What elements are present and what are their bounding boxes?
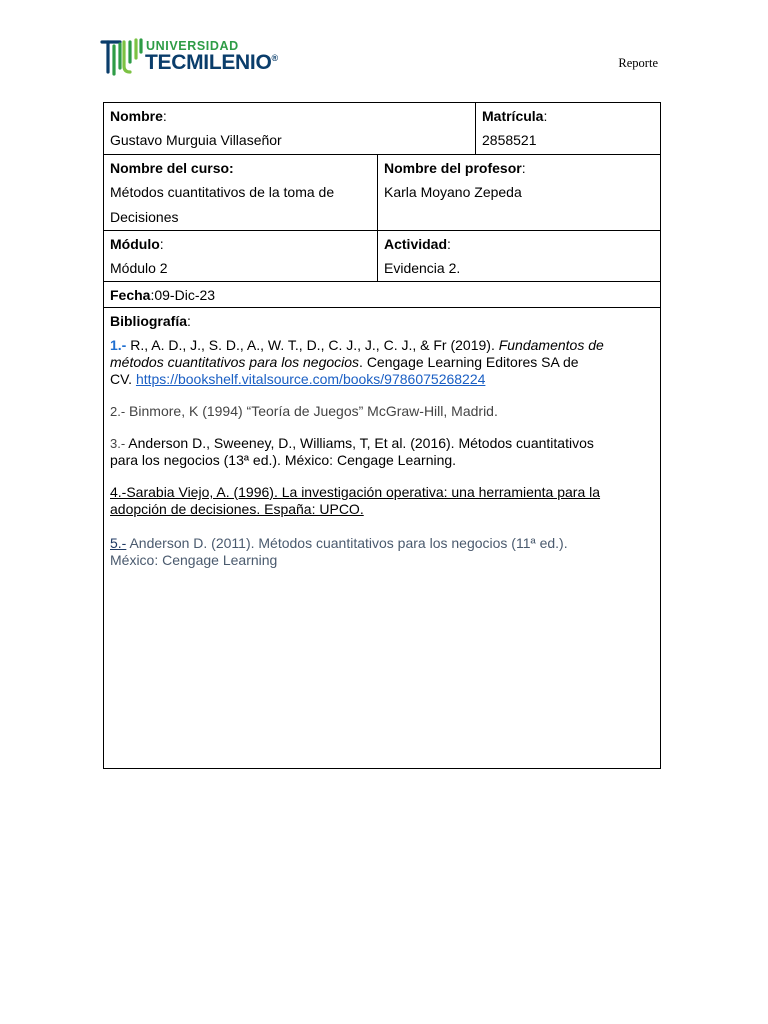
- cell-matricula: [475, 103, 660, 154]
- bib-entry-5: 5.- Anderson D. (2011). Métodos cuantitativos para los negocios (11ª ed.). México: Cengage Learning: [110, 535, 568, 568]
- row-module: [104, 231, 660, 282]
- university-logo: [100, 36, 300, 80]
- cell-date: [104, 282, 660, 307]
- bibliography-section: [104, 308, 660, 768]
- bib-entry-1: 1.- R., A. D., J., S. D., A., W. T., D., C. J., J., C. J., & Fr (2019). Fundamentos de métodos cuantitativos para los negocios. Cengage Learning Editores SA de CV. https://bookshelf.vitalsource.com/books/9786075268224: [110, 337, 604, 387]
- matricula-label: Matrícula:: [482, 108, 548, 124]
- report-label: Reporte: [618, 56, 658, 70]
- row-course: [104, 155, 660, 231]
- cell-name: [104, 103, 475, 154]
- cell-module: [104, 231, 377, 281]
- professor-label: Nombre del profesor:: [384, 160, 526, 176]
- cover-form-table: [103, 102, 661, 769]
- row-name: [104, 103, 660, 155]
- cell-activity: [377, 231, 660, 281]
- course-label: Nombre del curso:: [110, 160, 234, 176]
- date-field: Fecha:09-Dic-23: [110, 287, 216, 303]
- name-value: Gustavo Murguia Villaseñor: [110, 132, 282, 148]
- logo-text-universidad: UNIVERSIDAD: [146, 39, 239, 53]
- module-label: Módulo:: [110, 236, 164, 252]
- cell-professor: [377, 155, 660, 230]
- row-date: [104, 282, 660, 308]
- course-value: Métodos cuantitativos de la toma de Decisiones: [110, 184, 335, 225]
- cell-course: [104, 155, 377, 230]
- professor-value: Karla Moyano Zepeda: [384, 184, 522, 200]
- bib-entry-1-title: Fundamentos de métodos cuantitativos para los negocios: [110, 337, 604, 370]
- module-value: Módulo 2: [110, 260, 168, 276]
- bibliography-label: Bibliografía:: [110, 313, 191, 329]
- bib-entry-3: 3.- Anderson D., Sweeney, D., Williams, T, Et al. (2016). Métodos cuantitativos para los negocios (13ª ed.). México: Cengage Learning.: [110, 435, 594, 468]
- name-label: Nombre:: [110, 108, 167, 124]
- bib-entry-2: 2.- Binmore, K (1994) “Teoría de Juegos” McGraw-Hill, Madrid.: [110, 403, 498, 419]
- activity-label: Actividad:: [384, 236, 451, 252]
- activity-value: Evidencia 2.: [384, 260, 461, 276]
- bib-entry-1-link[interactable]: https://bookshelf.vitalsource.com/books/9786075268224: [135, 371, 486, 387]
- logo-text-tecmilenio: TECMILENIO®: [145, 51, 278, 74]
- matricula-value: 2858521: [482, 132, 537, 148]
- tecmilenio-logo-icon: [100, 36, 144, 76]
- bib-entry-4: 4.-Sarabia Viejo, A. (1996). La investigación operativa: una herramienta para la adopción de decisiones. España: UPCO.: [110, 484, 601, 517]
- date-value: :09-Dic-23: [150, 287, 216, 303]
- bib-entry-1-number: 1.-: [110, 337, 127, 353]
